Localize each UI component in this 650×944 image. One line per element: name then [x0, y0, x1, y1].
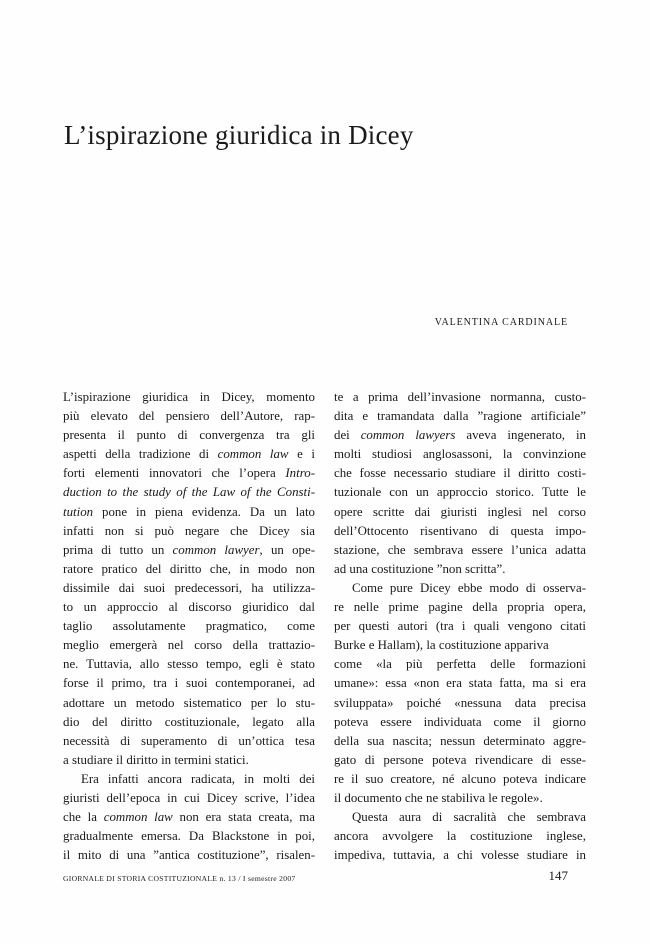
text-run: forti elementi innovatori che l’opera: [63, 466, 286, 481]
text-line: più elevato del pensiero dell’Autore, rap-: [63, 409, 315, 424]
article-title: L’ispirazione giuridica in Dicey: [64, 120, 414, 150]
text-line: ancora avvolgere la costituzione inglese,: [334, 829, 586, 844]
text-line: ratore pratico del diritto che, in modo non: [63, 561, 315, 576]
body-column-left: [63, 388, 315, 865]
author-name: VALENTINA CARDINALE: [434, 317, 568, 328]
text-line: necessità di superamento di un’ottica tesa: [63, 733, 315, 748]
emphasis-text: duction to the study of the Law of the Consti-: [63, 485, 315, 500]
text-line: molti studiosi anglosassoni, la convinzione: [334, 447, 586, 462]
text-line: meglio emergerà nel corso della trattazio-: [63, 638, 315, 653]
text-line: [63, 541, 315, 560]
text-line: della sua nascita; nessun determinato aggre-: [334, 733, 586, 748]
text-line: dio del diritto costituzionale, legato alla: [63, 714, 315, 729]
text-line: dell’Ottocento risentivano di questa impo-: [334, 523, 586, 538]
text-line: poteva essere individuata come il giorno: [334, 714, 586, 729]
text-line: sviluppata» poiché «nessuna data precisa: [334, 695, 586, 710]
text-run: dei: [334, 428, 361, 443]
text-line: [63, 445, 315, 464]
text-line: tuzionale con un approccio storico. Tutte le: [334, 485, 586, 500]
page-number: 147: [548, 868, 568, 883]
text-run: non era stata creata, ma: [172, 810, 315, 825]
running-footer-journal: GIORNALE DI STORIA COSTITUZIONALE n. 13 / I semestre 2007: [63, 874, 296, 883]
text-line: te a prima dell’invasione normanna, custo-: [334, 390, 586, 404]
text-line: [63, 483, 315, 502]
text-line: a studiare il diritto in termini statici.: [63, 752, 249, 767]
text-line: giuristi dell’epoca in cui Dicey scrive, l’idea: [63, 790, 315, 805]
text-line: che fosse necessario studiare il diritto costi-: [334, 466, 586, 481]
text-line: ad una costituzione ”non scritta”.: [334, 561, 506, 576]
text-run: che la: [63, 810, 104, 825]
text-line: adottare un metodo sistematico per lo stu-: [63, 695, 315, 710]
emphasis-text: common law: [103, 810, 173, 825]
text-line: Era infatti ancora radicata, in molti dei: [81, 771, 315, 786]
text-line: Come pure Dicey ebbe modo di osserva-: [352, 580, 586, 595]
text-line: dissimile dai suoi predecessori, ha utilizza-: [63, 580, 315, 595]
text-run: pone in piena evidenza. Da un lato: [93, 504, 315, 519]
text-line: opere scritte dai giuristi inglesi nel corso: [334, 504, 586, 519]
text-line: ne. Tuttavia, allo stesso tempo, egli è stato: [63, 657, 315, 672]
text-line: il documento che ne stabiliva le regole».: [334, 790, 543, 805]
text-line: stazione, che sembrava essere l’unica adatta: [334, 542, 586, 557]
text-line: to un approccio al discorso giuridico dal: [63, 600, 315, 615]
text-line: gato di persone poteva rivendicare di esse-: [334, 752, 586, 767]
text-run: aveva ingenerato, in: [455, 428, 586, 443]
text-line: [334, 426, 586, 445]
text-line: forse il primo, tra i suoi contemporanei, ad: [63, 676, 315, 691]
emphasis-text: common lawyers: [360, 428, 456, 443]
emphasis-text: tution: [63, 504, 94, 519]
text-run: , un ope-: [259, 542, 316, 557]
text-line: Burke e Hallam), la costituzione appariva: [334, 638, 549, 653]
emphasis-text: common lawyer: [172, 542, 260, 557]
text-line: taglio assolutamente pragmatico, come: [63, 619, 315, 634]
body-column-right: [334, 388, 586, 865]
text-line: presenta il punto di convergenza tra gli: [63, 428, 315, 443]
text-line: re nelle prime pagine della propria opera,: [334, 600, 586, 615]
text-line: gradualmente emersa. Da Blackstone in poi,: [63, 829, 315, 844]
text-line: dita e tramandata dalla ”ragione artificiale”: [334, 409, 586, 424]
text-line: [63, 503, 315, 522]
text-line: Questa aura di sacralità che sembrava: [352, 810, 586, 825]
text-line: L’ispirazione giuridica in Dicey, momento: [63, 390, 315, 404]
text-line: per questi autori (tra i quali vengono citati: [334, 619, 586, 634]
text-run: aspetti della tradizione di: [63, 447, 218, 462]
text-line: il mito di una ”antica costituzione”, risalen-: [63, 848, 315, 863]
text-line: impediva, tuttavia, a chi volesse studiare in: [334, 848, 586, 863]
emphasis-text: Intro-: [285, 466, 315, 481]
text-run: prima di tutto un: [63, 542, 173, 557]
text-line: [63, 808, 315, 827]
text-line: infatti non si può negare che Dicey sia: [63, 523, 315, 538]
text-line: re il suo creatore, né alcuno poteva indicare: [334, 771, 586, 786]
text-line: come «la più perfetta delle formazioni: [334, 657, 586, 672]
text-run: e i: [288, 447, 315, 462]
emphasis-text: common law: [217, 447, 289, 462]
text-line: [63, 464, 315, 483]
text-line: umane»: essa «non era stata fatta, ma si era: [334, 676, 586, 691]
